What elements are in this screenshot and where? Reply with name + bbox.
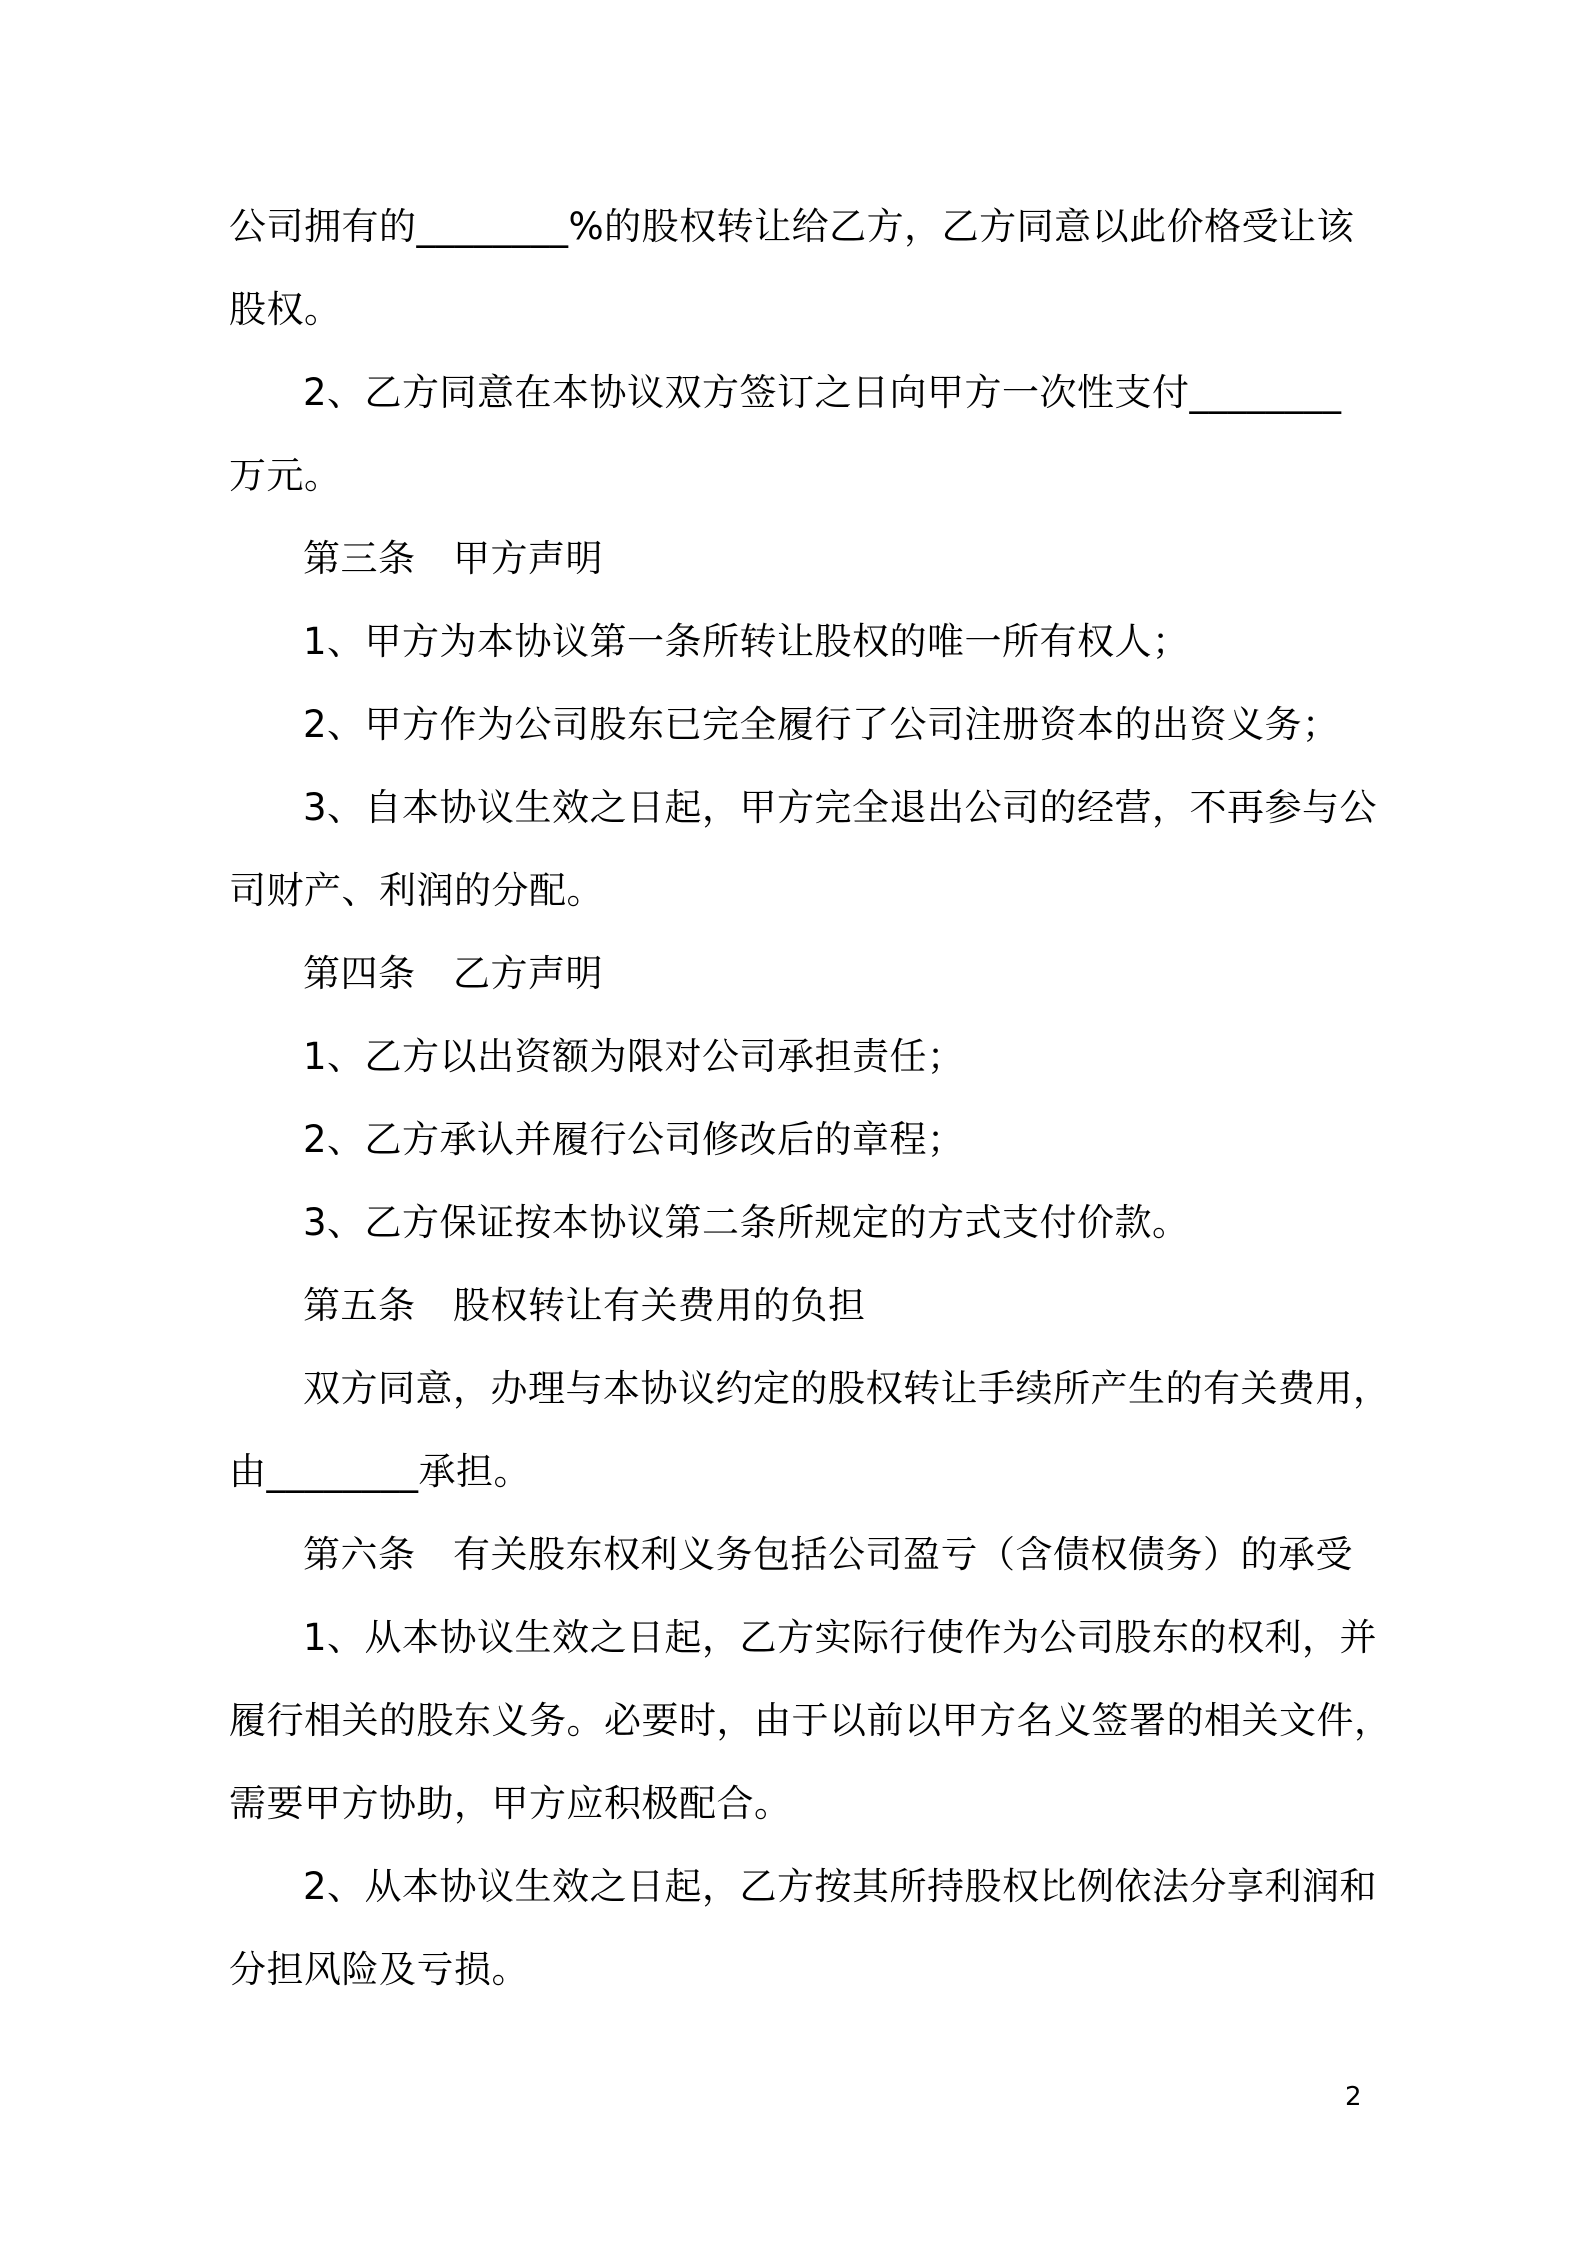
text-line: 分担风险及亏损。 [229,1948,529,1991]
page-number: 2 [1345,2082,1362,2112]
text-line: 2、乙方同意在本协议双方签订之日向甲方一次性支付________ [303,371,1342,414]
text-line: 需要甲方协助，甲方应积极配合。 [229,1782,792,1825]
document-body [229,185,1392,2011]
section-heading: 第三条 甲方声明 [303,537,603,580]
text-line: 3、乙方保证按本协议第二条所规定的方式支付价款。 [303,1201,1190,1244]
text-line: 1、甲方为本协议第一条所转让股权的唯一所有权人； [303,620,1190,663]
section-heading: 第六条 有关股东权利义务包括公司盈亏（含债权债务）的承受 [303,1533,1353,1576]
text-line: 由________承担。 [229,1450,531,1493]
section-heading: 第五条 股权转让有关费用的负担 [303,1284,866,1327]
text-line: 万元。 [229,454,342,497]
text-line: 司财产、利润的分配。 [229,869,604,912]
text-line: 公司拥有的________%的股权转让给乙方，乙方同意以此价格受让该 [229,205,1355,248]
text-line: 2、从本协议生效之日起，乙方按其所持股权比例依法分享利润和 [303,1865,1378,1908]
text-line: 履行相关的股东义务。必要时，由于以前以甲方名义签署的相关文件， [229,1699,1392,1742]
text-line: 1、乙方以出资额为限对公司承担责任； [303,1035,965,1078]
text-line: 1、从本协议生效之日起，乙方实际行使作为公司股东的权利，并 [303,1616,1378,1659]
text-line: 2、乙方承认并履行公司修改后的章程； [303,1118,965,1161]
text-line: 2、甲方作为公司股东已完全履行了公司注册资本的出资义务； [303,703,1340,746]
text-line: 双方同意，办理与本协议约定的股权转让手续所产生的有关费用， [303,1367,1391,1410]
text-line: 股权。 [229,288,342,331]
text-line: 3、自本协议生效之日起，甲方完全退出公司的经营，不再参与公 [303,786,1378,829]
section-heading: 第四条 乙方声明 [303,952,603,995]
